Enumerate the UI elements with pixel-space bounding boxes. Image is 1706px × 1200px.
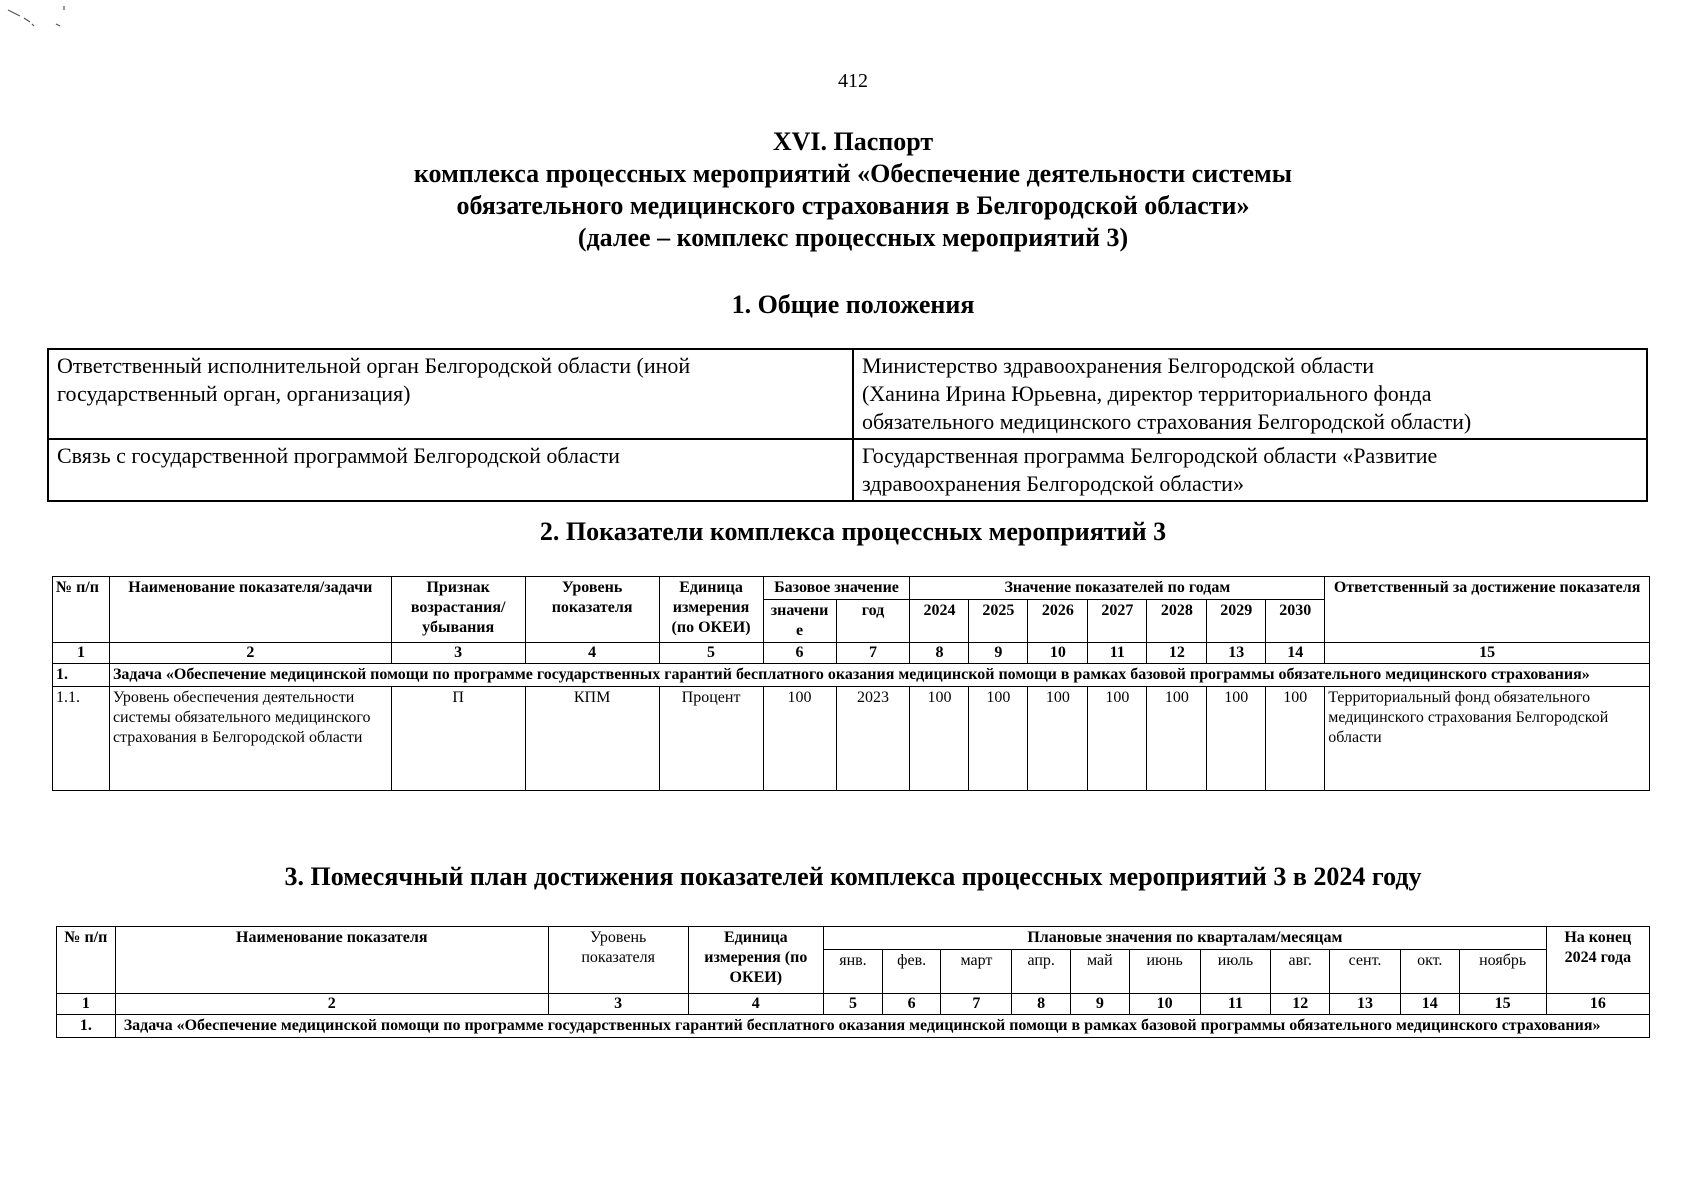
indicator-unit: Процент <box>659 687 763 791</box>
program-link-label: Связь с государственной программой Белгородской области <box>48 439 853 501</box>
task-text: Задача «Обеспечение медицинской помощи по программе государственных гарантий бесплатного оказания медицинской помощи в рамках базовой программы обязательного медицинского страхования» <box>109 664 1649 687</box>
task-row <box>57 1015 1650 1038</box>
scan-artifact <box>6 4 66 44</box>
col-number: 16 <box>1546 994 1649 1015</box>
col-month-header: апр. <box>1012 950 1071 994</box>
value-line: здравоохранения Белгородской области» <box>861 471 1244 496</box>
col-year-header: 2030 <box>1266 600 1325 643</box>
col-month-header: окт. <box>1400 950 1459 994</box>
col-number: 1 <box>57 994 116 1015</box>
col-level-header: Уровень показателя <box>525 577 659 643</box>
col-year-header: 2026 <box>1028 600 1088 643</box>
year-value: 100 <box>1266 687 1325 791</box>
col-name-header: Наименование показателя/задачи <box>109 577 391 643</box>
program-link-value <box>853 439 1647 501</box>
col-name-header: Наименование показателя <box>115 927 548 994</box>
col-year-header: 2028 <box>1147 600 1207 643</box>
col-responsible-header: Ответственный за достижение показателя <box>1325 577 1650 643</box>
col-year-header: 2029 <box>1207 600 1266 643</box>
col-num-header: № п/п <box>53 577 110 643</box>
col-month-header: июль <box>1200 950 1271 994</box>
col-number: 7 <box>836 643 910 664</box>
title-line-3: обязательного медицинского страхования в Белгородской области» <box>456 191 1250 220</box>
col-number: 2 <box>109 643 391 664</box>
year-value: 100 <box>1207 687 1266 791</box>
col-unit-header: Единица измерения (по ОКЕИ) <box>688 927 824 994</box>
col-base-value-header: значени е <box>763 600 836 643</box>
value-line: обязательного медицинского страхования Белгородской области) <box>861 409 1472 434</box>
col-month-header: сент. <box>1330 950 1401 994</box>
col-number: 6 <box>763 643 836 664</box>
col-years-header: Значение показателей по годам <box>910 577 1325 600</box>
col-number: 14 <box>1266 643 1325 664</box>
col-number: 1 <box>53 643 110 664</box>
col-number: 11 <box>1088 643 1147 664</box>
responsible-organ-label: Ответственный исполнительной орган Белгородской области (иной государственный орган, организация) <box>48 349 853 439</box>
col-month-header: авг. <box>1271 950 1330 994</box>
column-numbers-row <box>57 994 1650 1015</box>
year-value: 100 <box>910 687 969 791</box>
col-plan-header: Плановые значения по кварталам/месяцам <box>824 927 1547 950</box>
base-value: 100 <box>763 687 836 791</box>
col-number: 13 <box>1207 643 1266 664</box>
col-month-header: ноябрь <box>1459 950 1546 994</box>
col-number: 13 <box>1330 994 1401 1015</box>
table-row <box>53 687 1650 791</box>
indicators-table <box>52 576 1650 791</box>
col-number: 3 <box>391 643 525 664</box>
col-number: 12 <box>1271 994 1330 1015</box>
year-value: 100 <box>1147 687 1207 791</box>
col-base-header: Базовое значение <box>763 577 910 600</box>
value-line: Министерство здравоохранения Белгородской области <box>861 353 1375 378</box>
col-number: 14 <box>1400 994 1459 1015</box>
col-sign-header: Признак возрастания/ убывания <box>391 577 525 643</box>
col-number: 5 <box>659 643 763 664</box>
page-number: 412 <box>838 70 868 92</box>
col-level-header: Уровень показателя <box>548 927 688 994</box>
year-value: 100 <box>1028 687 1088 791</box>
indicator-sign: П <box>391 687 525 791</box>
col-number: 8 <box>1012 994 1071 1015</box>
col-number: 3 <box>548 994 688 1015</box>
header-row <box>53 577 1650 600</box>
document-title <box>0 126 1706 254</box>
responsible-party: Территориальный фонд обязательного медицинского страхования Белгородской области <box>1325 687 1650 791</box>
col-num-header: № п/п <box>57 927 116 994</box>
monthly-plan-table <box>56 926 1650 1038</box>
col-month-header: янв. <box>824 950 883 994</box>
header-row <box>57 927 1650 950</box>
column-numbers-row <box>53 643 1650 664</box>
table-row <box>48 349 1647 439</box>
col-month-header: июнь <box>1129 950 1200 994</box>
responsible-organ-value <box>853 349 1647 439</box>
col-number: 12 <box>1147 643 1207 664</box>
col-year-header: 2025 <box>969 600 1028 643</box>
col-number: 11 <box>1200 994 1271 1015</box>
col-number: 9 <box>969 643 1028 664</box>
year-value: 100 <box>969 687 1028 791</box>
task-row <box>53 664 1650 687</box>
col-year-header: 2024 <box>910 600 969 643</box>
section-1-heading: 1. Общие положения <box>731 290 975 319</box>
value-line: Государственная программа Белгородской области «Развитие <box>861 443 1438 468</box>
base-year: 2023 <box>836 687 910 791</box>
section-3-heading: 3. Помесячный план достижения показателей комплекса процессных мероприятий 3 в 2024 году <box>284 862 1422 891</box>
title-line-1: XVI. Паспорт <box>772 127 934 156</box>
col-number: 10 <box>1028 643 1088 664</box>
task-number: 1. <box>53 664 110 687</box>
task-text: Задача «Обеспечение медицинской помощи по программе государственных гарантий бесплатного оказания медицинской помощи в рамках базовой программы обязательного медицинского страхования» <box>115 1015 1649 1038</box>
col-number: 5 <box>824 994 883 1015</box>
general-provisions-table <box>47 348 1648 502</box>
indicator-level: КПМ <box>525 687 659 791</box>
col-number: 15 <box>1325 643 1650 664</box>
col-number: 15 <box>1459 994 1546 1015</box>
task-number: 1. <box>57 1015 116 1038</box>
col-unit-header: Единица измерения (по ОКЕИ) <box>659 577 763 643</box>
year-value: 100 <box>1088 687 1147 791</box>
col-number: 10 <box>1129 994 1200 1015</box>
col-month-header: март <box>941 950 1012 994</box>
col-month-header: май <box>1071 950 1130 994</box>
col-number: 2 <box>115 994 548 1015</box>
value-line: (Ханина Ирина Юрьевна, директор территориального фонда <box>861 381 1432 406</box>
col-year-header: 2027 <box>1088 600 1147 643</box>
col-month-header: фев. <box>882 950 941 994</box>
col-number: 4 <box>688 994 824 1015</box>
col-number: 8 <box>910 643 969 664</box>
section-2-heading: 2. Показатели комплекса процессных мероприятий 3 <box>539 517 1167 546</box>
title-line-2: комплекса процессных мероприятий «Обеспечение деятельности системы <box>413 159 1293 188</box>
indicator-name: Уровень обеспечения деятельности системы обязательного медицинского страхования в Белгородской области <box>109 687 391 791</box>
col-end-header: На конец 2024 года <box>1546 927 1649 994</box>
table-row <box>48 439 1647 501</box>
col-number: 6 <box>882 994 941 1015</box>
col-number: 7 <box>941 994 1012 1015</box>
col-base-year-header: год <box>836 600 910 643</box>
col-number: 4 <box>525 643 659 664</box>
col-number: 9 <box>1071 994 1130 1015</box>
title-line-4: (далее – комплекс процессных мероприятий 3) <box>577 223 1129 252</box>
row-number: 1.1. <box>53 687 110 791</box>
